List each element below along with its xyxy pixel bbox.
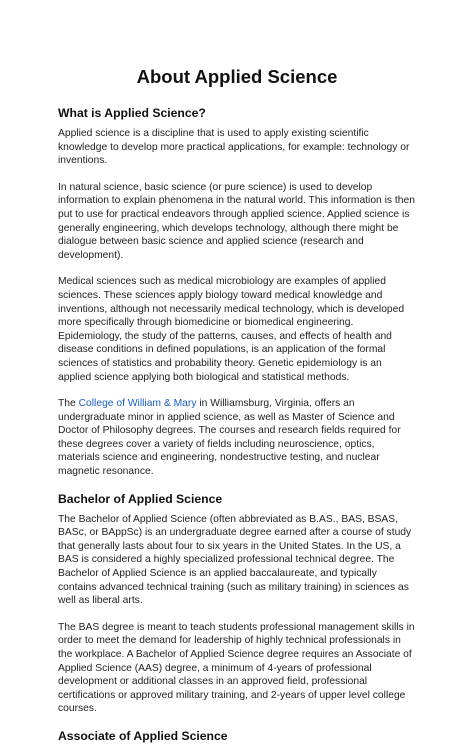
paragraph: Applied science is a discipline that is used to apply existing scientific knowledge to develop more practical applications, for example: technology or inventions. — [58, 128, 410, 167]
paragraph: In natural science, basic science (or pure science) is used to develop information to explain phenomena in the natural world. This information is then put to use for practical endeavors through applied science. Applied science is generally engineering, which develops technology, although there might be dialogue between basic science and applied science (research and development). — [58, 181, 415, 261]
college-link[interactable]: College of William & Mary — [78, 398, 197, 410]
section-heading-associate: Associate of Applied Science — [58, 728, 228, 743]
section-heading-what-is: What is Applied Science? — [58, 106, 206, 120]
paragraph-suffix: in Williamsburg, Virginia, offers an undergraduate minor in applied science, as well as Master of Science and Doctor of Philosophy degrees. The courses and research fields required for these degrees cover a variety of fields including neuroscience, optics, materials science and engineering, nondestructive testing, and nuclear magnetic resonance. — [58, 398, 401, 478]
paragraph-with-link — [58, 397, 416, 479]
paragraph: The Bachelor of Applied Science (often abbreviated as B.AS., BAS, BSAS, BASc, or BAppSc) is an undergraduate degree earned after a course of study that generally lasts about four to six years in the United States. In the US, a BAS is considered a highly specialized professional technical degree. The Bachelor of Applied Science is an applied baccalaureate, and typically contains advanced technical training (such as military training) in sciences as well as liberal arts. — [58, 513, 412, 607]
section-heading-bachelor: Bachelor of Applied Science — [58, 491, 223, 506]
page-title: About Applied Science — [136, 66, 338, 87]
paragraph: The BAS degree is meant to teach students professional management skills in order to meet the demand for leadership of highly technical professionals in the workplace. A Bachelor of Applied Science degree requires an Associate of Applied Science (AAS) degree, a minimum of 4-years of professional development or additional classes in an approved field, professional certifications or approved military training, and 2-years of upper level college courses. — [58, 621, 415, 715]
paragraph: Medical sciences such as medical microbiology are examples of applied sciences. These sciences apply biology toward medical knowledge and inventions, although not necessarily medical technology, which is developed more specifically through biomedicine or biomedical engineering. Epidemiology, the study of the patterns, causes, and effects of health and disease conditions in defined populations, is an application of the formal sciences of statistics and probability theory. Genetic epidemiology is an applied science applying both biological and statistical methods. — [58, 276, 405, 383]
paragraph-prefix: The — [58, 398, 79, 410]
